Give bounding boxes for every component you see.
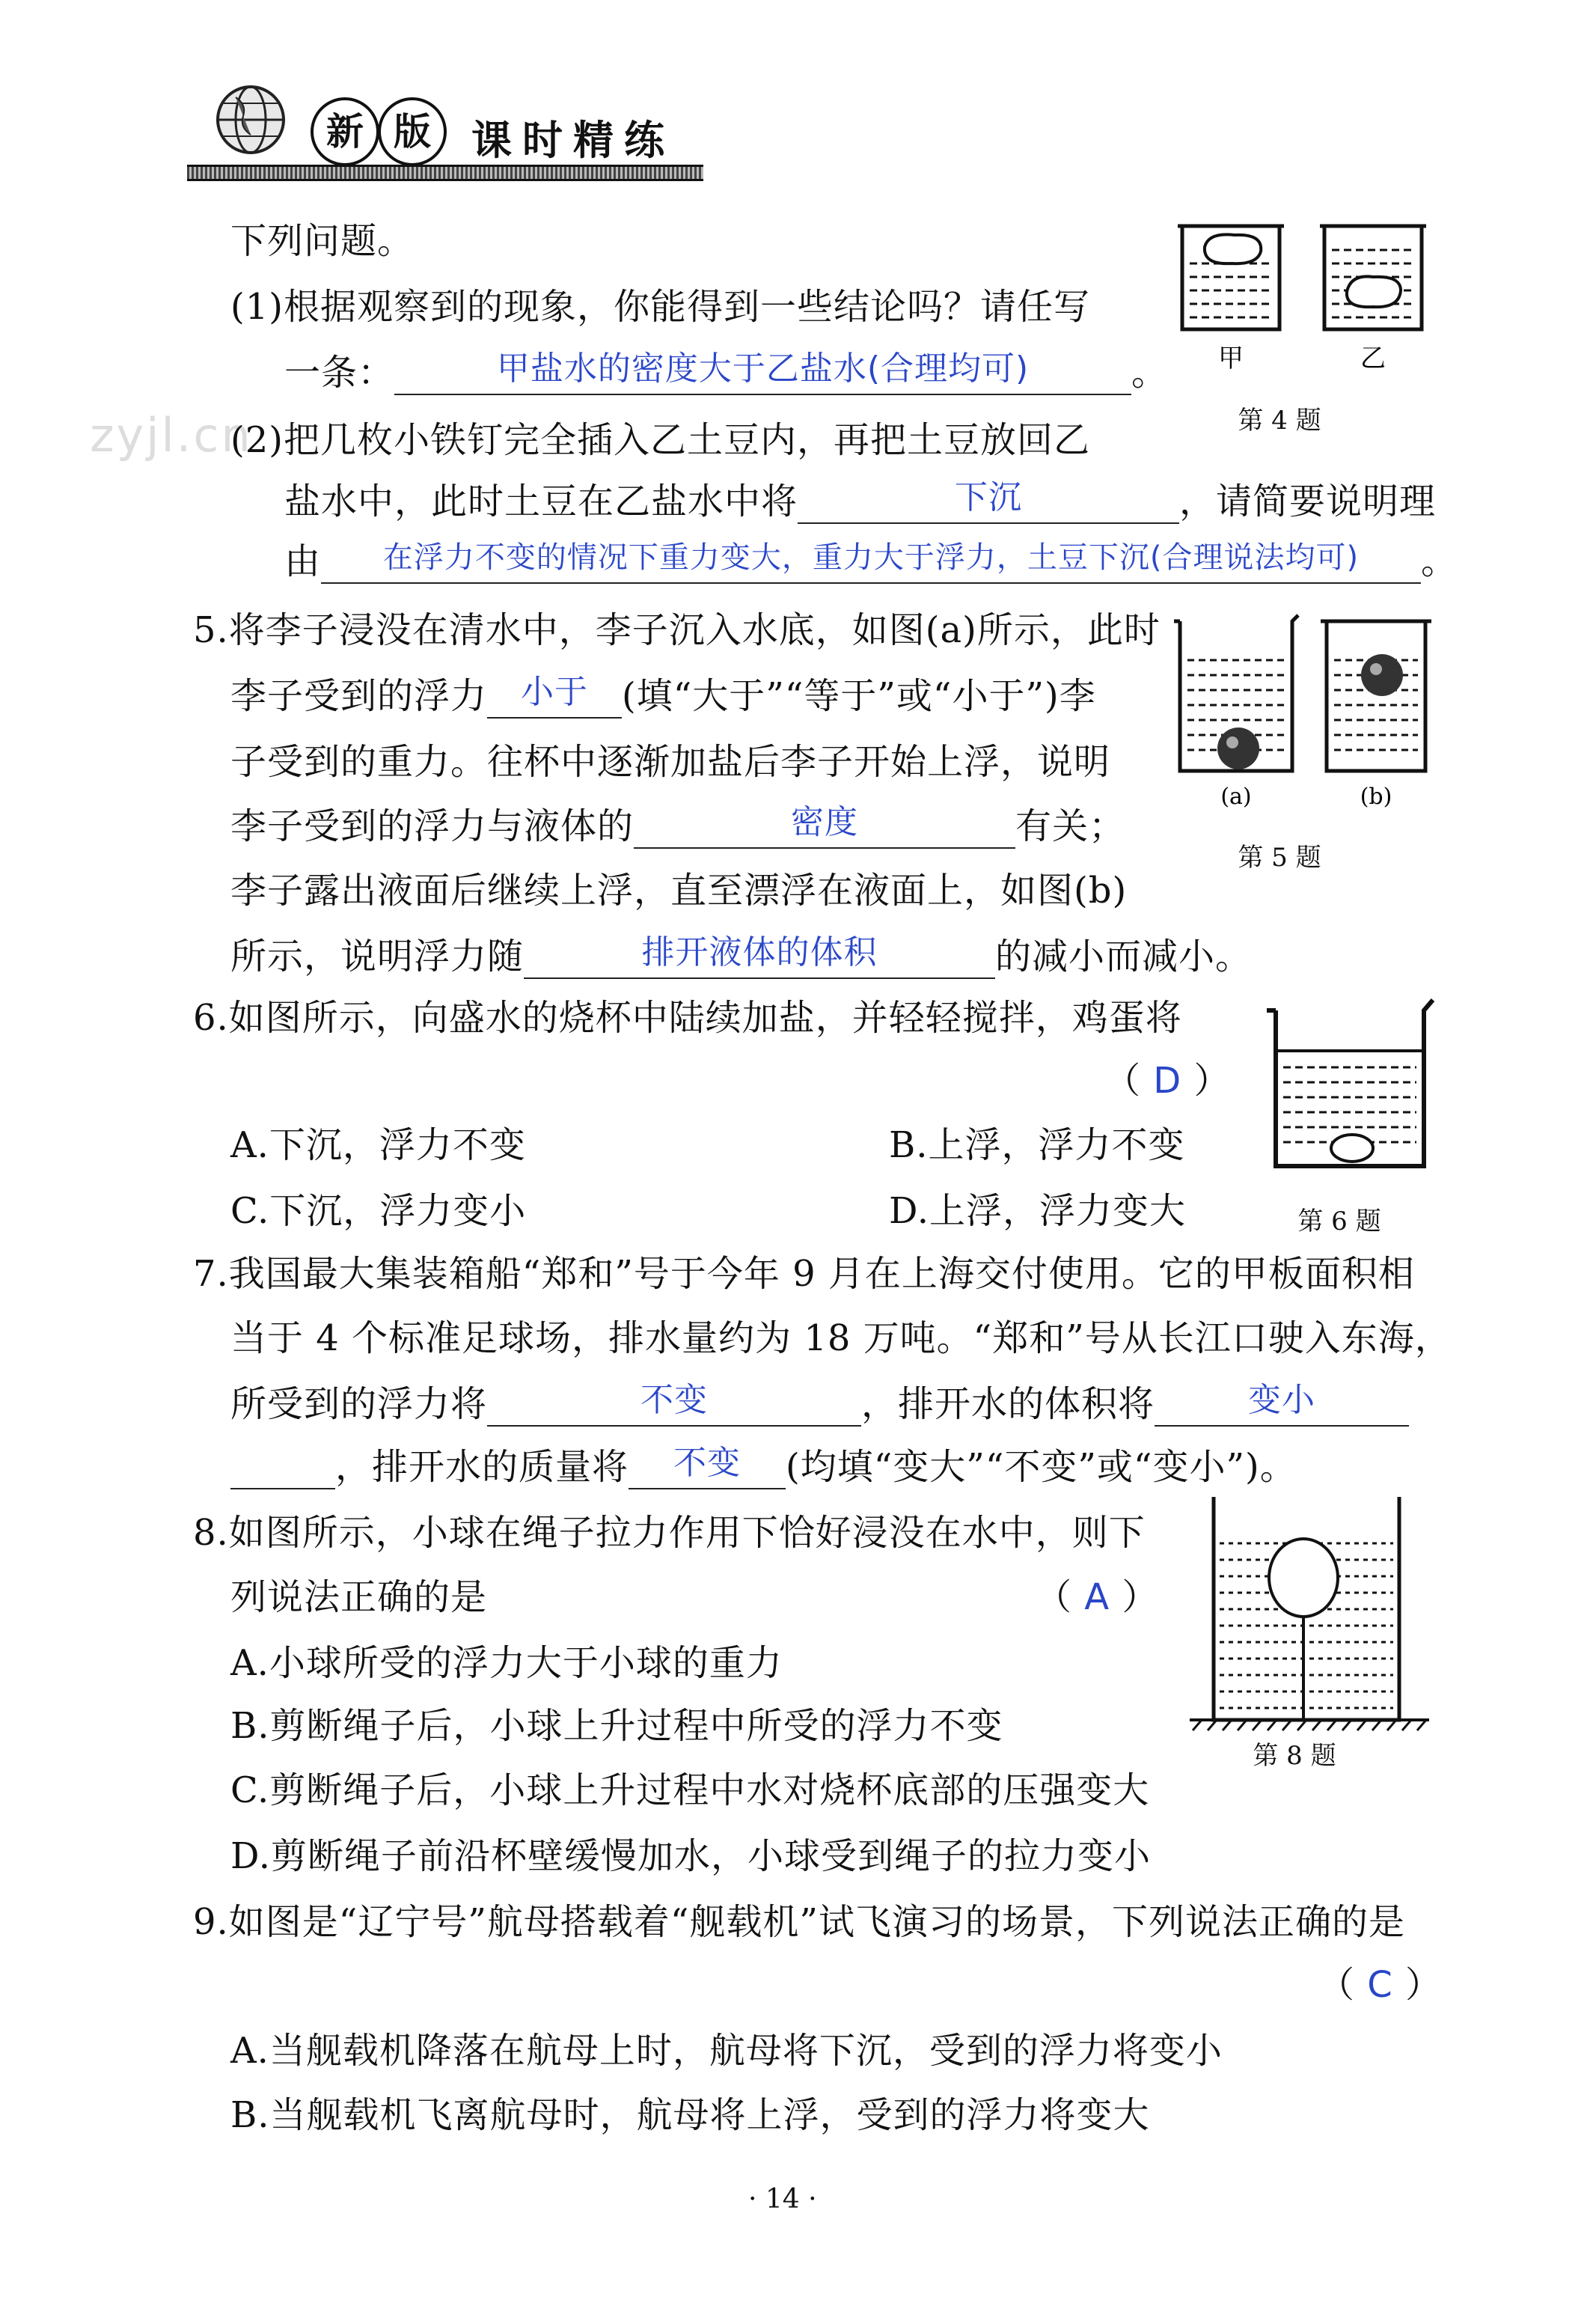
q5-line5: 李子露出液面后继续上浮，直至漂浮在液面上，如图(b): [230, 870, 1128, 912]
q8-option-c[interactable]: C.剪断绳子后，小球上升过程中水对烧杯底部的压强变大: [230, 1769, 1150, 1811]
q5-line2-suffix: (填“大于”“等于”或“小于”)李: [622, 675, 1096, 717]
globe-logo-icon: [206, 75, 296, 165]
beaker-jia: [1178, 226, 1284, 329]
header-badge-1: 新: [311, 97, 379, 166]
q6-caption: 第 6 题: [1297, 1207, 1381, 1236]
q7-blank3[interactable]: [629, 1444, 786, 1489]
q6-option-a[interactable]: A.下沉，浮力不变: [230, 1124, 526, 1166]
q4-part2-suffix: ，请简要说明理: [1179, 481, 1437, 522]
q7-line4-mid: ，排开水的质量将: [335, 1446, 629, 1488]
q7-answer2: 变小: [1248, 1381, 1316, 1419]
q4-part2-blank2[interactable]: [321, 540, 1421, 584]
beaker-yi: [1320, 226, 1426, 329]
q4-figure: [1167, 217, 1452, 382]
header: [187, 67, 711, 180]
q7-line4-suffix: (均填“变大”“不变”或“变小”)。: [786, 1446, 1297, 1488]
q4-part2-blank1[interactable]: [798, 478, 1179, 524]
q5-label-b: (b): [1360, 784, 1392, 810]
q7-blank2-continued[interactable]: [230, 1449, 335, 1489]
q5-figure: [1164, 608, 1448, 825]
q8-answer-bracket: （ A ）: [1036, 1576, 1159, 1618]
q7-blank1[interactable]: [487, 1381, 861, 1427]
q9-answer: C: [1367, 1964, 1393, 2006]
q4-part2-answer2: 在浮力不变的情况下重力变大，重力大于浮力，土豆下沉(合理说法均可): [382, 540, 1360, 575]
q6-answer: D: [1153, 1060, 1182, 1102]
q5-line2-prefix: 李子受到的浮力: [230, 675, 488, 717]
q5-line6: [230, 934, 1252, 979]
q7-blank2[interactable]: [1155, 1381, 1409, 1427]
header-badge-2: 版: [378, 97, 447, 166]
q5-line2: [230, 674, 1096, 719]
q7-answer1: 不变: [640, 1381, 709, 1419]
q4-label-yi: 乙: [1360, 344, 1386, 373]
q8-figure: [1182, 1497, 1437, 1736]
q4-part2-reason-prefix: 由: [284, 540, 322, 582]
q9-line1: 9.如图是“辽宁号”航母搭载着“舰载机”试飞演习的场景，下列说法正确的是: [193, 1901, 1405, 1943]
q5-answer1: 小于: [521, 673, 589, 711]
q5-caption: 第 5 题: [1238, 843, 1321, 873]
q4-caption: 第 4 题: [1238, 406, 1321, 436]
q8-option-d[interactable]: D.剪断绳子前沿杯壁缓慢加水，小球受到绳子的拉力变小: [230, 1835, 1152, 1877]
beaker-b: [1321, 621, 1431, 771]
q7-line3: [230, 1382, 1409, 1427]
q9-answer-bracket: （ C ）: [1318, 1964, 1443, 2006]
q7-line3-mid: ，排开水的体积将: [861, 1383, 1155, 1425]
plum-a-icon: [1217, 727, 1259, 769]
q5-answer2: 密度: [791, 803, 859, 841]
q6-answer-bracket: （ D ）: [1104, 1060, 1231, 1102]
q4-part1-line1: (1)根据观察到的现象，你能得到一些结论吗？请任写: [230, 286, 1090, 328]
q8-answer: A: [1084, 1576, 1110, 1618]
beaker-a: [1174, 615, 1298, 771]
q4-part2-line1: (2)把几枚小铁钉完全插入乙土豆内，再把土豆放回乙: [230, 419, 1090, 461]
q5-blank3[interactable]: [524, 933, 995, 979]
header-rule: [187, 165, 703, 181]
q4-part1-suffix: 。: [1131, 352, 1169, 394]
q4-part1-prefix: 一条：: [284, 352, 395, 394]
q8-option-b[interactable]: B.剪断绳子后，小球上升过程中所受的浮力不变: [230, 1705, 1003, 1747]
page-number: · 14 ·: [748, 2184, 817, 2215]
q8-line2: 列说法正确的是: [230, 1576, 488, 1618]
q5-line4-prefix: 李子受到的浮力与液体的: [230, 805, 635, 847]
q4-part1-line2: [284, 350, 1168, 395]
q9-option-b[interactable]: B.当舰载机飞离航母时，航母将上浮，受到的浮力将变大: [230, 2094, 1150, 2136]
ball-icon: [1269, 1539, 1338, 1617]
q5-blank1[interactable]: [487, 673, 622, 719]
q7-line4: [230, 1445, 1297, 1489]
q9-option-a[interactable]: A.当舰载机降落在航母上时，航母将下沉，受到的浮力将变小: [230, 2030, 1223, 2072]
q6-stem: 6.如图所示，向盛水的烧杯中陆续加盐，并轻轻搅拌，鸡蛋将: [193, 997, 1182, 1039]
q4-part1-blank[interactable]: [394, 350, 1131, 395]
q5-line3: 子受到的重力。往杯中逐渐加盐后李子开始上浮，说明: [230, 741, 1111, 783]
q5-label-a: (a): [1220, 784, 1252, 810]
egg-icon: [1331, 1135, 1373, 1162]
q4-label-jia: 甲: [1218, 344, 1244, 373]
q5-line6-suffix: 的减小而减小。: [995, 936, 1253, 977]
q4-part1-answer: 甲盐水的密度大于乙盐水(合理均可): [496, 350, 1030, 388]
watermark: zyjl.cn: [90, 408, 253, 463]
q8-line1: 8.如图所示，小球在绳子拉力作用下恰好浸没在水中，则下: [193, 1512, 1146, 1554]
q5-line4: [230, 804, 1125, 849]
plum-b-icon: [1361, 654, 1403, 696]
q6-option-c[interactable]: C.下沉，浮力变小: [230, 1190, 527, 1232]
q6-option-d[interactable]: D.上浮，浮力变大: [889, 1190, 1187, 1232]
q7-line1: 7.我国最大集装箱船“郑和”号于今年 9 月在上海交付使用。它的甲板面积相: [193, 1253, 1415, 1295]
header-title: 课时精练: [471, 116, 675, 164]
q5-line1: 5.将李子浸没在清水中，李子沉入水底，如图(a)所示，此时: [193, 609, 1161, 651]
q4-part2-prefix: 盐水中，此时土豆在乙盐水中将: [284, 481, 798, 522]
q8-caption: 第 8 题: [1253, 1741, 1336, 1771]
q5-answer3: 排开液体的体积: [641, 933, 878, 971]
q7-line3-prefix: 所受到的浮力将: [230, 1383, 488, 1425]
q6-option-b[interactable]: B.上浮，浮力不变: [889, 1124, 1185, 1166]
q7-answer3: 不变: [673, 1444, 742, 1482]
q6-figure: [1246, 988, 1440, 1183]
q4-intro: 下列问题。: [230, 220, 415, 262]
q7-line2: 当于 4 个标准足球场，排水量约为 18 万吨。“郑和”号从长江口驶入东海，: [230, 1317, 1452, 1359]
q5-line6-prefix: 所示，说明浮力随: [230, 936, 525, 977]
q4-part2-reason-suffix: 。: [1421, 540, 1458, 582]
q4-part2-line2: [284, 479, 1436, 524]
q4-part2-answer1: 下沉: [955, 478, 1023, 516]
q5-line4-suffix: 有关；: [1015, 805, 1126, 847]
q4-part2-line3: [284, 539, 1458, 584]
q5-blank2[interactable]: [634, 803, 1015, 849]
q8-option-a[interactable]: A.小球所受的浮力大于小球的重力: [230, 1642, 783, 1684]
